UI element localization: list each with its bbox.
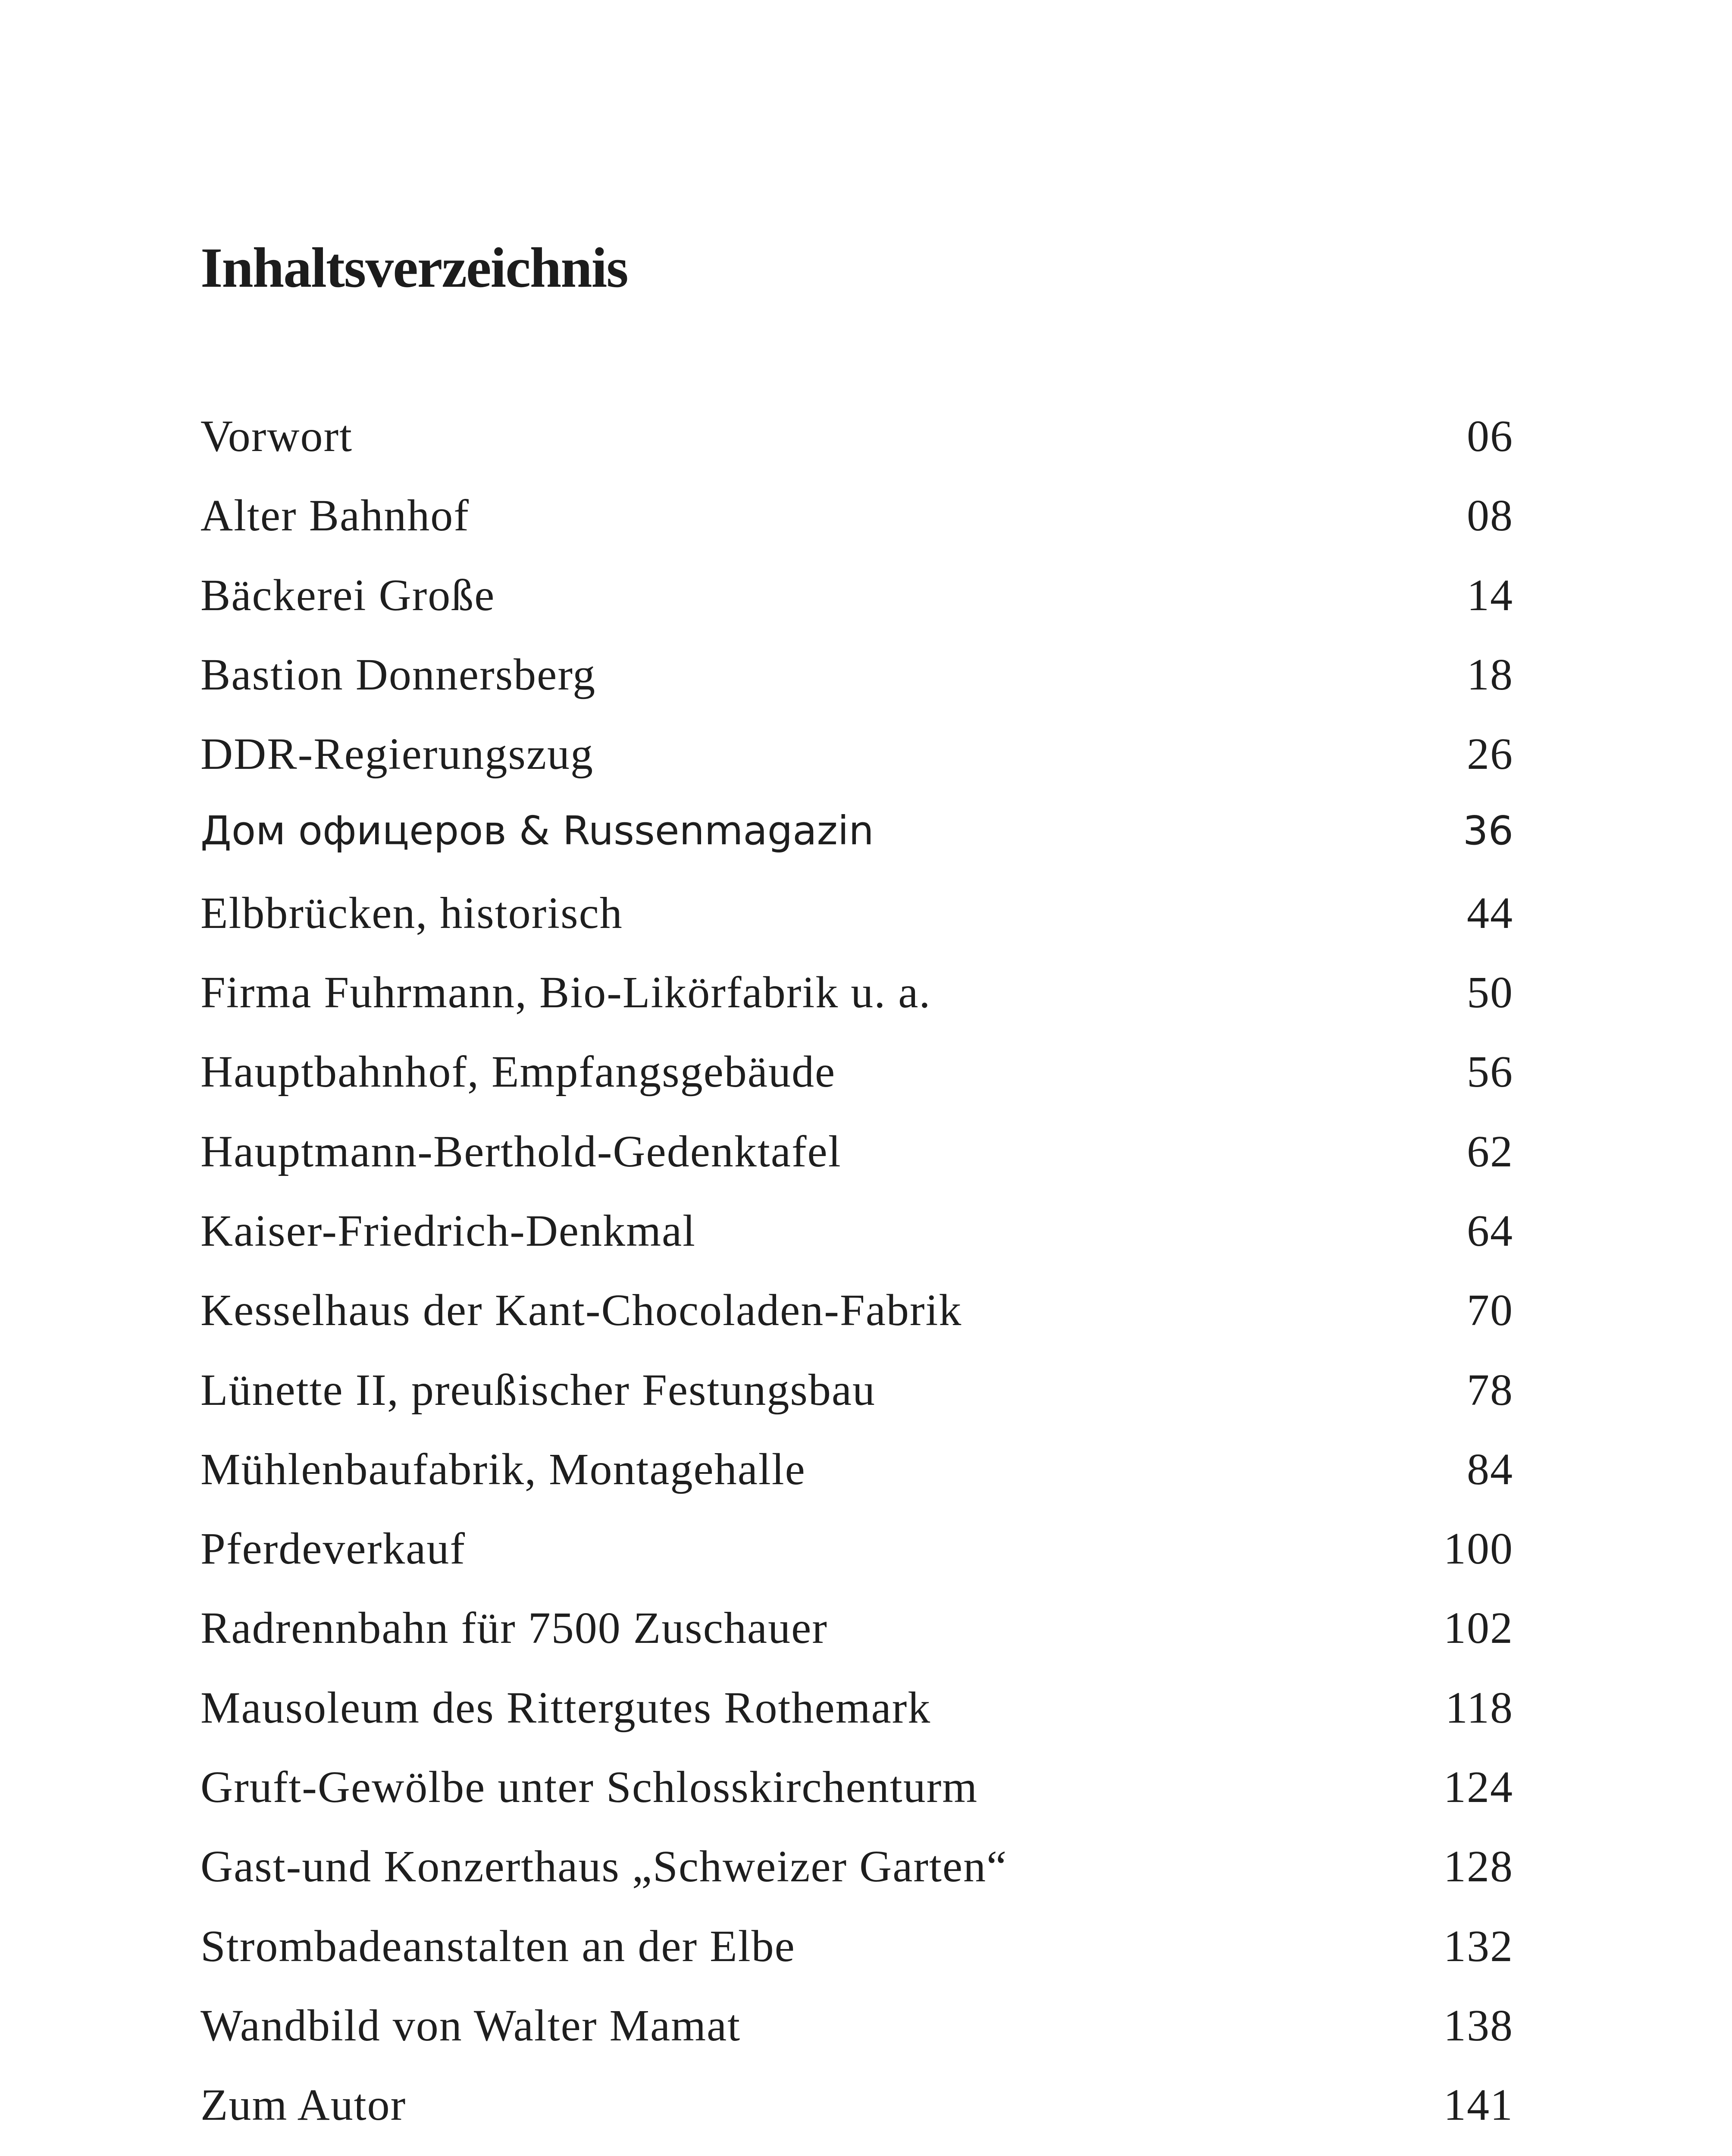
toc-entry-page-number: 06 xyxy=(1467,411,1513,461)
toc-entry-page-number: 64 xyxy=(1467,1206,1513,1256)
toc-entry xyxy=(200,1844,1513,1924)
toc-entry-title: Hauptmann-Berthold-Gedenktafel xyxy=(200,1126,842,1176)
toc-entry-title: Gruft-Gewölbe unter Schlosskirchenturm xyxy=(200,1762,978,1812)
toc-entry xyxy=(200,1126,1513,1209)
toc-entry-title: Bäckerei Große xyxy=(200,570,495,620)
toc-entry-page-number: 44 xyxy=(1467,888,1513,938)
toc-entry xyxy=(200,1526,1513,1606)
toc-entry xyxy=(200,808,1513,890)
toc-entry xyxy=(200,493,1513,573)
toc-entry xyxy=(200,649,1513,732)
toc-entry-title: Firma Fuhrmann, Bio-Likörfabrik u. a. xyxy=(200,968,931,1018)
toc-entry-page-number: 70 xyxy=(1467,1285,1513,1335)
toc-entry-page-number: 84 xyxy=(1467,1444,1513,1494)
toc-entry-title: Strombadeanstalten an der Elbe xyxy=(200,1921,796,1971)
toc-entry xyxy=(200,2000,1513,2083)
toc-entry-title: Vorwort xyxy=(200,411,353,461)
toc-entry-title: Kesselhaus der Kant-Chocoladen-Fabrik xyxy=(200,1285,962,1335)
toc-entry-page-number: 36 xyxy=(1463,808,1513,854)
toc-entry xyxy=(200,1683,1513,1765)
toc-entry xyxy=(200,411,1513,493)
table-of-contents xyxy=(200,411,1513,2156)
toc-entry-title: Alter Bahnhof xyxy=(200,491,470,541)
toc-entry xyxy=(200,1047,1513,1129)
toc-entry xyxy=(200,1921,1513,2003)
toc-entry-page-number: 26 xyxy=(1467,729,1513,779)
toc-entry xyxy=(200,570,1513,652)
toc-entry-page-number: 14 xyxy=(1467,570,1513,620)
toc-entry-title: Radrennbahn für 7500 Zuschauer xyxy=(200,1603,828,1653)
toc-entry-title: Mühlenbaufabrik, Montagehalle xyxy=(200,1444,806,1494)
toc-entry-title: Mausoleum des Rittergutes Rothemark xyxy=(200,1683,931,1733)
toc-entry-page-number: 138 xyxy=(1444,2000,1513,2050)
toc-entry-title: Lünette II, preußischer Festungsbau xyxy=(200,1365,876,1415)
page-title: Inhaltsverzeichnis xyxy=(200,236,628,299)
toc-entry xyxy=(200,1603,1513,1685)
toc-entry xyxy=(200,1365,1513,1447)
toc-entry xyxy=(200,1206,1513,1288)
toc-entry-page-number: 78 xyxy=(1467,1365,1513,1415)
toc-entry-page-number: 102 xyxy=(1444,1603,1513,1653)
toc-entry-page-number: 124 xyxy=(1444,1762,1513,1812)
toc-entry xyxy=(200,1762,1513,1844)
toc-entry xyxy=(200,729,1513,811)
toc-entry xyxy=(200,970,1513,1050)
toc-entry xyxy=(200,888,1513,970)
toc-entry-title: Дом офицеров & Russenmagazin xyxy=(200,808,874,854)
toc-entry-title: Elbbrücken, historisch xyxy=(200,888,623,938)
toc-entry-page-number: 118 xyxy=(1445,1683,1513,1733)
toc-entry-page-number: 128 xyxy=(1444,1842,1513,1892)
toc-entry-page-number: 18 xyxy=(1467,649,1513,699)
toc-entry-page-number: 62 xyxy=(1467,1126,1513,1176)
toc-entry-page-number: 56 xyxy=(1467,1047,1513,1097)
toc-entry xyxy=(200,1285,1513,1367)
toc-entry-title: Wandbild von Walter Mamat xyxy=(200,2000,741,2050)
toc-entry-title: Bastion Donnersberg xyxy=(200,649,596,699)
toc-entry-title: DDR-Regierungszug xyxy=(200,729,594,779)
toc-entry-title: Gast-und Konzerthaus „Schweizer Garten“ xyxy=(200,1842,1008,1892)
toc-entry xyxy=(200,1444,1513,1526)
toc-entry-page-number: 132 xyxy=(1444,1921,1513,1971)
toc-entry-title: Kaiser-Friedrich-Denkmal xyxy=(200,1206,696,1256)
toc-entry-title: Pferdeverkauf xyxy=(200,1524,466,1574)
toc-entry-page-number: 50 xyxy=(1467,968,1513,1018)
toc-entry-page-number: 141 xyxy=(1444,2080,1513,2130)
toc-entry-page-number: 100 xyxy=(1444,1524,1513,1574)
toc-entry-title: Zum Autor xyxy=(200,2080,407,2130)
toc-entry-title: Hauptbahnhof, Empfangsgebäude xyxy=(200,1047,836,1097)
toc-entry xyxy=(200,2080,1513,2156)
toc-entry-page-number: 08 xyxy=(1467,491,1513,541)
